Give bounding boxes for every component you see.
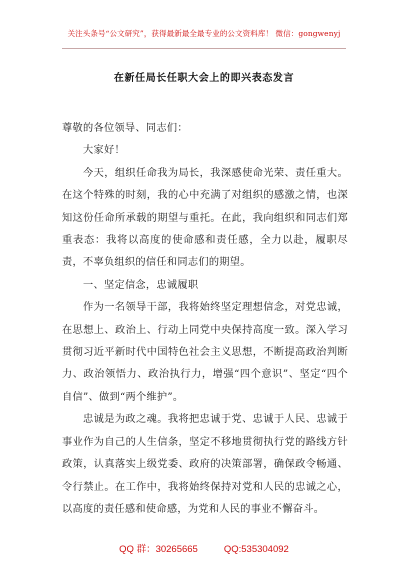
- footer-qq-group: QQ 群：30265665: [119, 544, 198, 555]
- body-paragraph: 作为一名领导干部，我将始终坚定理想信念，对党忠诚，在思想上、政治上、行动上同党中央保持高度一致。深入学习贯彻习近平新时代中国特色社会主义思想，不断提高政治判断力、政治领悟力、政治执行力，增强“四个意识”、坚定“四个自信”、做到“两个维护”。: [62, 302, 348, 403]
- header-banner: 关注头条号“公文研究”，获得最新最全最专业的公文资料库！ 微信：gongwenyj: [67, 29, 341, 38]
- body-paragraph: 今天，组织任命我为局长，我深感使命光荣、责任重大。在这个特殊的时刻，我的心中充满了对组织的感激之情，也深知这份任命所承载的期望与重托。在此，我向组织和同志们郑重表态：我将以高度的使命感和责任感，全力以赴，履职尽责，不辜负组织的信任和同志们的期望。: [62, 167, 348, 269]
- footer-qq: QQ:535304092: [223, 544, 289, 555]
- salutation: 尊敬的各位领导、同志们：: [62, 123, 188, 134]
- footer-contact: [0, 541, 408, 555]
- greeting: 大家好！: [83, 145, 125, 157]
- document-body: [62, 118, 348, 521]
- header-divider: [62, 48, 346, 49]
- document-title: 在新任局长任职大会上的即兴表态发言: [113, 73, 295, 84]
- section-heading: 一、坚定信念，忠诚履职: [83, 279, 199, 291]
- body-paragraph: 忠诚是为政之魂。我将把忠诚于党、忠诚于人民、忠诚于事业作为自己的人生信条，坚定不移地贯彻执行党的路线方针政策，认真落实上级党委、政府的决策部署，确保政令畅通、令行禁止。在工作中，我将始终保持对党和人民的忠诚之心，以高度的责任感和使命感，为党和人民的事业不懈奋斗。: [62, 414, 348, 515]
